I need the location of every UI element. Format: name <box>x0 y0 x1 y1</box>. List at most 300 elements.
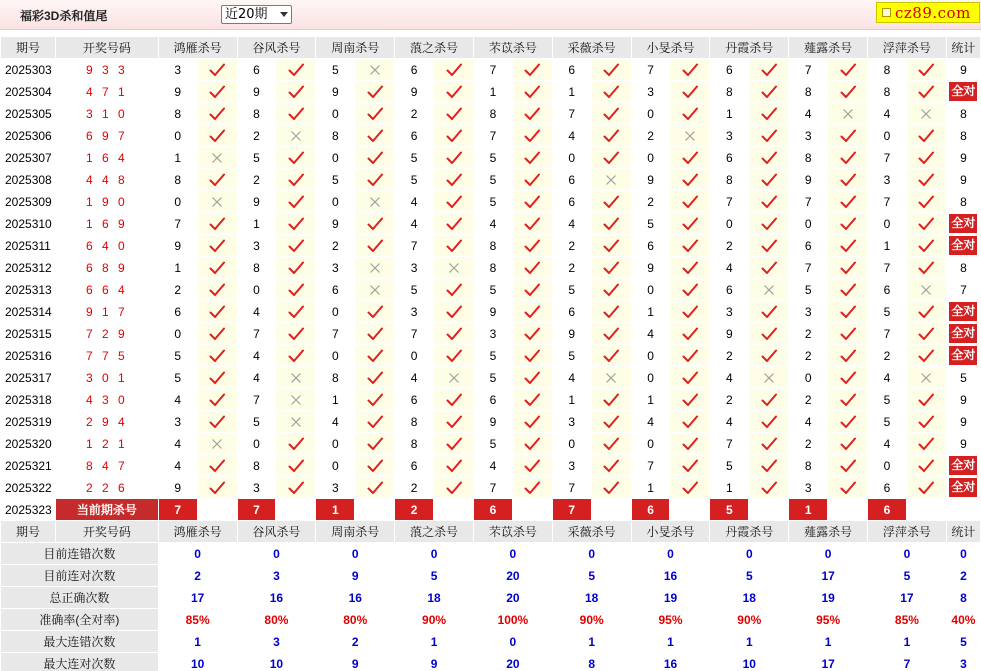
cross-icon <box>211 196 223 208</box>
kill-number-cell: 7 <box>473 477 512 499</box>
check-icon <box>840 437 856 451</box>
kill-number-cell: 5 <box>868 389 907 411</box>
kill-number-cell: 6 <box>158 301 197 323</box>
stats-value: 9 <box>395 653 474 671</box>
col-expert-header[interactable]: 采薇杀号 <box>552 521 631 543</box>
check-icon <box>682 85 698 99</box>
kill-number-cell: 8 <box>158 169 197 191</box>
table-row <box>1 411 981 433</box>
result-cell <box>749 213 789 235</box>
result-cell <box>197 257 237 279</box>
kill-number-cell: 5 <box>158 367 197 389</box>
kill-number-cell: 6 <box>237 59 276 81</box>
table-header <box>1 37 981 59</box>
check-icon <box>209 305 225 319</box>
col-expert-header[interactable]: 丹霞杀号 <box>710 37 789 59</box>
stats-value: 1 <box>552 631 631 653</box>
check-icon <box>524 393 540 407</box>
current-empty-cell <box>670 499 710 521</box>
result-cell <box>355 257 395 279</box>
result-cell <box>906 59 946 81</box>
kill-number-cell: 2 <box>868 345 907 367</box>
result-cell <box>828 213 868 235</box>
check-icon <box>840 261 856 275</box>
check-icon <box>209 481 225 495</box>
check-icon <box>446 415 462 429</box>
current-empty-cell <box>906 499 946 521</box>
result-cell <box>197 323 237 345</box>
check-icon <box>288 107 304 121</box>
table-row <box>1 301 981 323</box>
result-cell <box>670 477 710 499</box>
check-icon <box>288 327 304 341</box>
check-icon <box>918 239 934 253</box>
kill-number-cell: 7 <box>237 323 276 345</box>
check-icon <box>288 437 304 451</box>
result-cell <box>512 345 552 367</box>
stats-value: 16 <box>237 587 316 609</box>
result-cell <box>749 323 789 345</box>
kill-number-cell: 5 <box>395 147 434 169</box>
result-cell <box>276 59 316 81</box>
cross-icon <box>290 394 302 406</box>
draw-number-cell: 2 2 6 <box>55 477 158 499</box>
col-expert-header[interactable]: 浮萍杀号 <box>868 521 947 543</box>
result-cell <box>355 125 395 147</box>
table-row <box>1 81 981 103</box>
top-bar <box>0 0 981 30</box>
kill-number-cell: 5 <box>158 345 197 367</box>
kill-number-cell: 7 <box>395 323 434 345</box>
stats-value: 0 <box>552 543 631 565</box>
result-cell <box>591 191 631 213</box>
stats-value: 100% <box>473 609 552 631</box>
result-cell <box>828 235 868 257</box>
stat-cell <box>946 367 980 389</box>
result-cell <box>434 477 474 499</box>
result-cell <box>670 455 710 477</box>
kill-number-cell: 1 <box>316 389 355 411</box>
check-icon <box>682 459 698 473</box>
kill-number-cell: 2 <box>631 191 670 213</box>
result-cell <box>828 301 868 323</box>
col-expert-header[interactable]: 丹霞杀号 <box>710 521 789 543</box>
result-cell <box>197 169 237 191</box>
period-select-value: 近20期 <box>225 7 268 22</box>
stats-total: 8 <box>946 587 980 609</box>
check-icon <box>446 85 462 99</box>
check-icon <box>682 63 698 77</box>
kill-number-cell: 0 <box>158 323 197 345</box>
col-expert-header[interactable]: 采薇杀号 <box>552 37 631 59</box>
check-icon <box>446 195 462 209</box>
check-icon <box>209 63 225 77</box>
check-icon <box>367 129 383 143</box>
issue-cell: 2025303 <box>1 59 56 81</box>
stats-label: 目前连对次数 <box>1 565 159 587</box>
result-cell <box>355 433 395 455</box>
result-cell <box>670 191 710 213</box>
stats-total: 2 <box>946 565 980 587</box>
issue-cell: 2025308 <box>1 169 56 191</box>
current-kill-number: 5 <box>710 499 749 521</box>
kill-number-cell: 5 <box>710 455 749 477</box>
check-icon <box>682 239 698 253</box>
result-cell <box>512 81 552 103</box>
result-cell <box>512 433 552 455</box>
stat-count: 8 <box>960 260 967 275</box>
result-cell <box>906 389 946 411</box>
col-expert-header[interactable]: 薤露杀号 <box>789 37 868 59</box>
kill-number-cell: 0 <box>631 147 670 169</box>
result-cell <box>355 455 395 477</box>
stats-value: 17 <box>868 587 947 609</box>
result-cell <box>749 279 789 301</box>
col-expert-header[interactable]: 谷风杀号 <box>237 37 316 59</box>
stats-value: 1 <box>395 631 474 653</box>
result-cell <box>434 279 474 301</box>
kill-number-cell: 8 <box>789 81 828 103</box>
kill-number-cell: 6 <box>868 477 907 499</box>
check-icon <box>840 283 856 297</box>
stat-count: 9 <box>960 436 967 451</box>
result-cell <box>591 81 631 103</box>
result-cell <box>197 433 237 455</box>
check-icon <box>446 129 462 143</box>
result-cell <box>906 147 946 169</box>
stat-cell <box>946 125 980 147</box>
cross-icon <box>211 438 223 450</box>
kill-number-cell: 2 <box>631 125 670 147</box>
check-icon <box>367 327 383 341</box>
kill-number-cell: 3 <box>237 235 276 257</box>
table-row <box>1 323 981 345</box>
result-cell <box>906 455 946 477</box>
kill-number-cell: 4 <box>552 213 591 235</box>
issue-cell: 2025312 <box>1 257 56 279</box>
col-expert-header[interactable]: 周南杀号 <box>316 37 395 59</box>
issue-cell: 2025320 <box>1 433 56 455</box>
check-icon <box>367 107 383 121</box>
table-row <box>1 477 981 499</box>
result-cell <box>512 125 552 147</box>
site-logo[interactable] <box>876 2 980 23</box>
result-cell <box>434 433 474 455</box>
check-icon <box>761 481 777 495</box>
result-cell <box>670 389 710 411</box>
kill-number-cell: 2 <box>789 323 828 345</box>
check-icon <box>918 327 934 341</box>
kill-number-cell: 9 <box>158 235 197 257</box>
result-cell <box>355 389 395 411</box>
result-cell <box>276 103 316 125</box>
kill-number-cell: 4 <box>710 257 749 279</box>
col-expert-header[interactable]: 鸿雁杀号 <box>158 521 237 543</box>
kill-number-cell: 9 <box>237 81 276 103</box>
check-icon <box>603 459 619 473</box>
col-expert-header[interactable]: 浮萍杀号 <box>868 37 947 59</box>
kill-number-cell: 9 <box>631 169 670 191</box>
stats-value: 19 <box>789 587 868 609</box>
result-cell <box>670 235 710 257</box>
stats-total: 3 <box>946 653 980 671</box>
kill-number-cell: 3 <box>473 323 512 345</box>
check-icon <box>446 327 462 341</box>
check-icon <box>209 327 225 341</box>
result-cell <box>670 301 710 323</box>
check-icon <box>367 371 383 385</box>
col-expert-header[interactable]: 薤露杀号 <box>789 521 868 543</box>
draw-number-cell: 4 3 0 <box>55 389 158 411</box>
check-icon <box>524 195 540 209</box>
result-cell <box>828 191 868 213</box>
kill-number-cell: 8 <box>316 125 355 147</box>
col-draw-header: 开奖号码 <box>55 521 158 543</box>
kill-number-cell: 6 <box>868 279 907 301</box>
check-icon <box>288 349 304 363</box>
kill-number-cell: 2 <box>237 169 276 191</box>
kill-number-cell: 0 <box>631 433 670 455</box>
stats-value: 5 <box>552 565 631 587</box>
table-footer-header <box>1 521 981 543</box>
result-cell <box>906 235 946 257</box>
check-icon <box>682 415 698 429</box>
period-select[interactable] <box>221 5 292 24</box>
kill-number-cell: 8 <box>395 411 434 433</box>
col-expert-header[interactable]: 谷风杀号 <box>237 521 316 543</box>
check-icon <box>446 63 462 77</box>
page-title: 福彩3D杀和值尾 <box>20 9 108 23</box>
result-cell <box>906 279 946 301</box>
check-icon <box>761 151 777 165</box>
check-icon <box>209 239 225 253</box>
result-cell <box>197 477 237 499</box>
stat-cell <box>946 169 980 191</box>
stats-value: 0 <box>316 543 395 565</box>
kill-number-cell: 5 <box>237 411 276 433</box>
current-empty-cell <box>355 499 395 521</box>
stats-value: 2 <box>316 631 395 653</box>
kill-number-cell: 0 <box>868 213 907 235</box>
result-cell <box>906 257 946 279</box>
kill-number-cell: 4 <box>473 213 512 235</box>
stat-cell <box>946 235 980 257</box>
stats-value: 85% <box>868 609 947 631</box>
kill-number-cell: 6 <box>552 59 591 81</box>
kill-number-cell: 7 <box>631 455 670 477</box>
issue-cell: 2025313 <box>1 279 56 301</box>
result-cell <box>355 213 395 235</box>
result-cell <box>906 367 946 389</box>
col-expert-header[interactable]: 芣苡杀号 <box>473 37 552 59</box>
check-icon <box>367 349 383 363</box>
result-cell <box>197 455 237 477</box>
kill-number-cell: 8 <box>868 81 907 103</box>
check-icon <box>603 305 619 319</box>
table-row <box>1 147 981 169</box>
check-icon <box>524 349 540 363</box>
stats-label: 目前连错次数 <box>1 543 159 565</box>
result-cell <box>197 389 237 411</box>
stats-value: 20 <box>473 565 552 587</box>
stats-value: 95% <box>789 609 868 631</box>
table-row <box>1 169 981 191</box>
result-cell <box>591 125 631 147</box>
check-icon <box>918 85 934 99</box>
check-icon <box>446 107 462 121</box>
check-icon <box>524 327 540 341</box>
kill-number-cell: 2 <box>552 235 591 257</box>
kill-number-cell: 4 <box>158 433 197 455</box>
cross-icon <box>605 174 617 186</box>
result-cell <box>434 125 474 147</box>
table-row <box>1 191 981 213</box>
kill-number-cell: 8 <box>789 147 828 169</box>
result-cell <box>670 81 710 103</box>
check-icon <box>288 151 304 165</box>
stats-label: 最大连对次数 <box>1 653 159 671</box>
kill-number-cell: 6 <box>395 125 434 147</box>
result-cell <box>670 367 710 389</box>
kill-number-cell: 3 <box>868 169 907 191</box>
kill-number-cell: 9 <box>316 81 355 103</box>
result-cell <box>906 81 946 103</box>
current-empty-cell <box>591 499 631 521</box>
result-cell <box>197 147 237 169</box>
kill-number-cell: 3 <box>631 81 670 103</box>
cross-icon <box>369 64 381 76</box>
result-cell <box>591 345 631 367</box>
check-icon <box>603 217 619 231</box>
result-cell <box>434 367 474 389</box>
result-cell <box>828 125 868 147</box>
stats-value: 10 <box>710 653 789 671</box>
kill-number-cell: 5 <box>473 191 512 213</box>
check-icon <box>682 173 698 187</box>
kill-number-cell: 4 <box>237 301 276 323</box>
result-cell <box>355 81 395 103</box>
kill-number-cell: 7 <box>868 191 907 213</box>
kill-number-cell: 4 <box>868 367 907 389</box>
kill-number-cell: 1 <box>631 301 670 323</box>
check-icon <box>840 129 856 143</box>
stats-value: 0 <box>789 543 868 565</box>
result-cell <box>749 235 789 257</box>
stat-cell <box>946 455 980 477</box>
check-icon <box>446 217 462 231</box>
kill-number-cell: 6 <box>710 279 749 301</box>
result-cell <box>355 169 395 191</box>
table-row <box>1 125 981 147</box>
col-expert-header[interactable]: 小旻杀号 <box>631 521 710 543</box>
stat-cell <box>946 191 980 213</box>
result-cell <box>355 147 395 169</box>
kill-number-cell: 7 <box>868 147 907 169</box>
check-icon <box>840 415 856 429</box>
draw-number-cell: 1 2 1 <box>55 433 158 455</box>
kill-number-cell: 3 <box>395 301 434 323</box>
kill-number-cell: 0 <box>789 213 828 235</box>
check-icon <box>761 327 777 341</box>
result-cell <box>749 191 789 213</box>
result-cell <box>197 125 237 147</box>
kill-number-cell: 0 <box>237 433 276 455</box>
all-correct-badge: 全对 <box>949 456 977 475</box>
stats-value: 1 <box>631 631 710 653</box>
check-icon <box>761 173 777 187</box>
check-icon <box>209 85 225 99</box>
stats-value: 10 <box>237 653 316 671</box>
kill-number-cell: 4 <box>158 455 197 477</box>
check-icon <box>209 283 225 297</box>
cross-icon <box>369 284 381 296</box>
result-cell <box>434 191 474 213</box>
result-cell <box>906 213 946 235</box>
col-expert-header[interactable]: 蒗之杀号 <box>395 521 474 543</box>
check-icon <box>524 481 540 495</box>
current-empty-cell <box>197 499 237 521</box>
cross-icon <box>920 284 932 296</box>
result-cell <box>591 301 631 323</box>
kill-number-cell: 0 <box>316 191 355 213</box>
kill-number-cell: 4 <box>631 411 670 433</box>
stats-value: 3 <box>237 631 316 653</box>
kill-number-cell: 6 <box>631 235 670 257</box>
cross-icon <box>290 372 302 384</box>
result-cell <box>512 213 552 235</box>
kill-number-cell: 0 <box>710 213 749 235</box>
result-cell <box>828 411 868 433</box>
cross-icon <box>684 130 696 142</box>
result-cell <box>355 235 395 257</box>
col-expert-header[interactable]: 周南杀号 <box>316 521 395 543</box>
stats-value: 17 <box>789 653 868 671</box>
col-expert-header[interactable]: 蒗之杀号 <box>395 37 474 59</box>
draw-number-cell: 1 6 4 <box>55 147 158 169</box>
result-cell <box>906 125 946 147</box>
col-expert-header[interactable]: 鸿雁杀号 <box>158 37 237 59</box>
kill-number-cell: 9 <box>789 169 828 191</box>
kill-number-cell: 7 <box>710 191 749 213</box>
check-icon <box>524 107 540 121</box>
stats-value: 0 <box>158 543 237 565</box>
result-cell <box>828 477 868 499</box>
kill-number-cell: 4 <box>316 411 355 433</box>
result-cell <box>670 169 710 191</box>
cross-icon <box>920 372 932 384</box>
kill-number-cell: 4 <box>868 433 907 455</box>
stats-value: 17 <box>789 565 868 587</box>
result-cell <box>512 235 552 257</box>
table-row <box>1 257 981 279</box>
check-icon <box>682 393 698 407</box>
col-expert-header[interactable]: 小旻杀号 <box>631 37 710 59</box>
kill-number-cell: 4 <box>552 125 591 147</box>
stats-value: 7 <box>868 653 947 671</box>
col-expert-header[interactable]: 芣苡杀号 <box>473 521 552 543</box>
result-cell <box>512 169 552 191</box>
check-icon <box>761 261 777 275</box>
stats-total: 40% <box>946 609 980 631</box>
cross-icon <box>920 108 932 120</box>
check-icon <box>918 63 934 77</box>
draw-number-cell: 1 6 9 <box>55 213 158 235</box>
check-icon <box>603 327 619 341</box>
kill-number-cell: 8 <box>237 257 276 279</box>
current-kill-label: 当前期杀号 <box>55 499 158 521</box>
check-icon <box>918 459 934 473</box>
check-icon <box>918 437 934 451</box>
